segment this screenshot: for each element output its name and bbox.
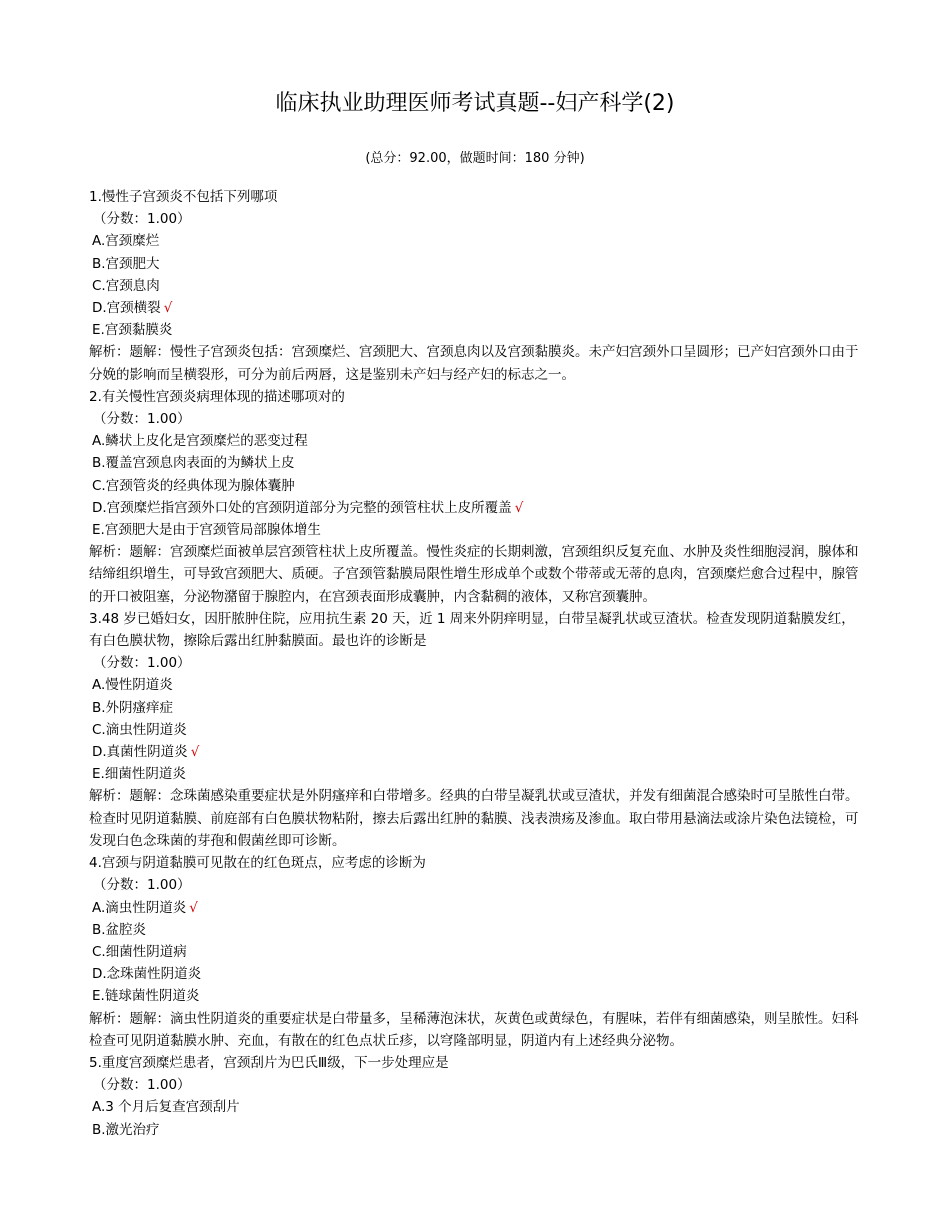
answer-option	[89, 497, 861, 519]
option-text: B.覆盖宫颈息肉表面的为鳞状上皮	[92, 455, 295, 472]
document-subtitle: (总分：92.00，做题时间：180 分钟)	[365, 151, 585, 166]
option-text: D.宫颈横裂	[92, 300, 161, 317]
question-analysis: 解析：题解：宫颈糜烂面被单层宫颈管柱状上皮所覆盖。慢性炎症的长期刺激，宫颈组织反复充血、水肿及炎性细胞浸润，腺体和结缔组织增生，可导致宫颈肥大、质硬。子宫颈管黏膜局限性增生形成单个或数个带蒂或无蒂的息肉，宫颈糜烂愈合过程中，腺管的开口被阻塞，分泌物潴留于腺腔内，在宫颈表面形成囊肿，内含黏稠的液体，又称宫颈囊肿。	[89, 544, 859, 605]
answer-option	[89, 519, 861, 541]
answer-option	[89, 1096, 861, 1118]
answer-option	[89, 941, 861, 963]
answer-option	[89, 253, 861, 275]
answer-option	[89, 741, 861, 763]
option-text: E.细菌性阴道炎	[92, 766, 186, 783]
option-text: C.宫颈管炎的经典体现为腺体囊肿	[92, 477, 295, 494]
option-text: E.宫颈黏膜炎	[92, 322, 173, 339]
question-block	[89, 608, 861, 852]
option-text: C.细菌性阴道病	[92, 943, 187, 960]
answer-option	[89, 985, 861, 1007]
question-stem: 2.有关慢性宫颈炎病理体现的描述哪项对的	[89, 388, 345, 405]
question-score: （分数：1.00）	[93, 877, 191, 894]
option-text: D.真菌性阴道炎	[92, 744, 188, 761]
question-stem: 3.48 岁已婚妇女，因肝脓肿住院，应用抗生素 20 天，近 1 周来外阴痒明显，白带呈凝乳状或豆渣状。检查发现阴道黏膜发红，有白色膜状物，擦除后露出红肿黏膜面。最也许的诊断是	[89, 610, 855, 650]
question-stem: 1.慢性子宫颈炎不包括下列哪项	[89, 189, 278, 205]
option-text: A.慢性阴道炎	[92, 677, 173, 694]
question-block	[89, 1052, 861, 1141]
answer-option	[89, 963, 861, 985]
answer-option	[89, 1119, 861, 1141]
question-list	[89, 186, 861, 1141]
option-text: B.宫颈肥大	[92, 255, 160, 272]
question-block	[89, 186, 861, 386]
option-text: B.盆腔炎	[92, 921, 147, 938]
option-text: C.滴虫性阴道炎	[92, 721, 187, 738]
answer-option	[89, 697, 861, 719]
question-score: （分数：1.00）	[93, 1077, 191, 1094]
correct-answer-check-icon: √	[189, 899, 198, 916]
option-text: B.外阴瘙痒症	[92, 699, 174, 716]
answer-option	[89, 275, 861, 297]
document-title: 临床执业助理医师考试真题--妇产科学(2)	[275, 91, 675, 116]
question-block	[89, 386, 861, 608]
answer-option	[89, 674, 861, 696]
option-text: D.念珠菌性阴道炎	[92, 966, 202, 983]
answer-option	[89, 897, 861, 919]
question-analysis: 解析：题解：念珠菌感染重要症状是外阴瘙痒和白带增多。经典的白带呈凝乳状或豆渣状，并发有细菌混合感染时可呈脓性白带。检查时见阴道黏膜、前庭部有白色膜状物粘附，擦去后露出红肿的黏膜、浅表溃疡及渗血。取白带用悬滴法或涂片染色法镜检，可发现白色念珠菌的芽孢和假菌丝即可诊断。	[89, 788, 859, 849]
answer-option	[89, 230, 861, 252]
option-text: A.鳞状上皮化是宫颈糜烂的恶变过程	[92, 433, 308, 450]
question-stem: 5.重度宫颈糜烂患者，宫颈刮片为巴氏Ⅲ级，下一步处理应是	[89, 1054, 449, 1071]
answer-option	[89, 919, 861, 941]
option-text: D.宫颈糜烂指宫颈外口处的宫颈阴道部分为完整的颈管柱状上皮所覆盖	[92, 499, 512, 516]
question-analysis: 解析：题解：慢性子宫颈炎包括：宫颈糜烂、宫颈肥大、宫颈息肉以及宫颈黏膜炎。未产妇宫颈外口呈圆形；已产妇宫颈外口由于分娩的影响而呈横裂形，可分为前后两唇，这是鉴别未产妇与经产妇的标志之一。	[89, 344, 859, 383]
answer-option	[89, 763, 861, 785]
answer-option	[89, 319, 861, 341]
question-block	[89, 852, 861, 1052]
question-score: （分数：1.00）	[93, 211, 191, 228]
correct-answer-check-icon: √	[163, 300, 173, 317]
answer-option	[89, 475, 861, 497]
answer-option	[89, 297, 861, 319]
question-analysis: 解析：题解：滴虫性阴道炎的重要症状是白带量多，呈稀薄泡沫状，灰黄色或黄绿色，有腥味，若伴有细菌感染，则呈脓性。妇科检查可见阴道黏膜水肿、充血，有散在的红色点状丘疹，以穹隆部明显，阴道内有上述经典分泌物。	[89, 1010, 859, 1049]
option-text: E.宫颈肥大是由于宫颈管局部腺体增生	[92, 522, 321, 539]
answer-option	[89, 719, 861, 741]
option-text: B.激光治疗	[92, 1121, 160, 1138]
question-score: （分数：1.00）	[93, 655, 191, 672]
option-text: A.宫颈糜烂	[92, 233, 160, 250]
correct-answer-check-icon: √	[190, 744, 200, 761]
answer-option	[89, 452, 861, 474]
option-text: A.滴虫性阴道炎	[92, 899, 187, 916]
question-score: （分数：1.00）	[93, 411, 191, 428]
answer-option	[89, 430, 861, 452]
correct-answer-check-icon: √	[514, 499, 524, 516]
option-text: C.宫颈息肉	[92, 277, 160, 294]
option-text: E.链球菌性阴道炎	[92, 988, 200, 1005]
question-stem: 4.宫颈与阴道黏膜可见散在的红色斑点，应考虑的诊断为	[89, 855, 426, 872]
option-text: A.3 个月后复查宫颈刮片	[92, 1099, 240, 1116]
